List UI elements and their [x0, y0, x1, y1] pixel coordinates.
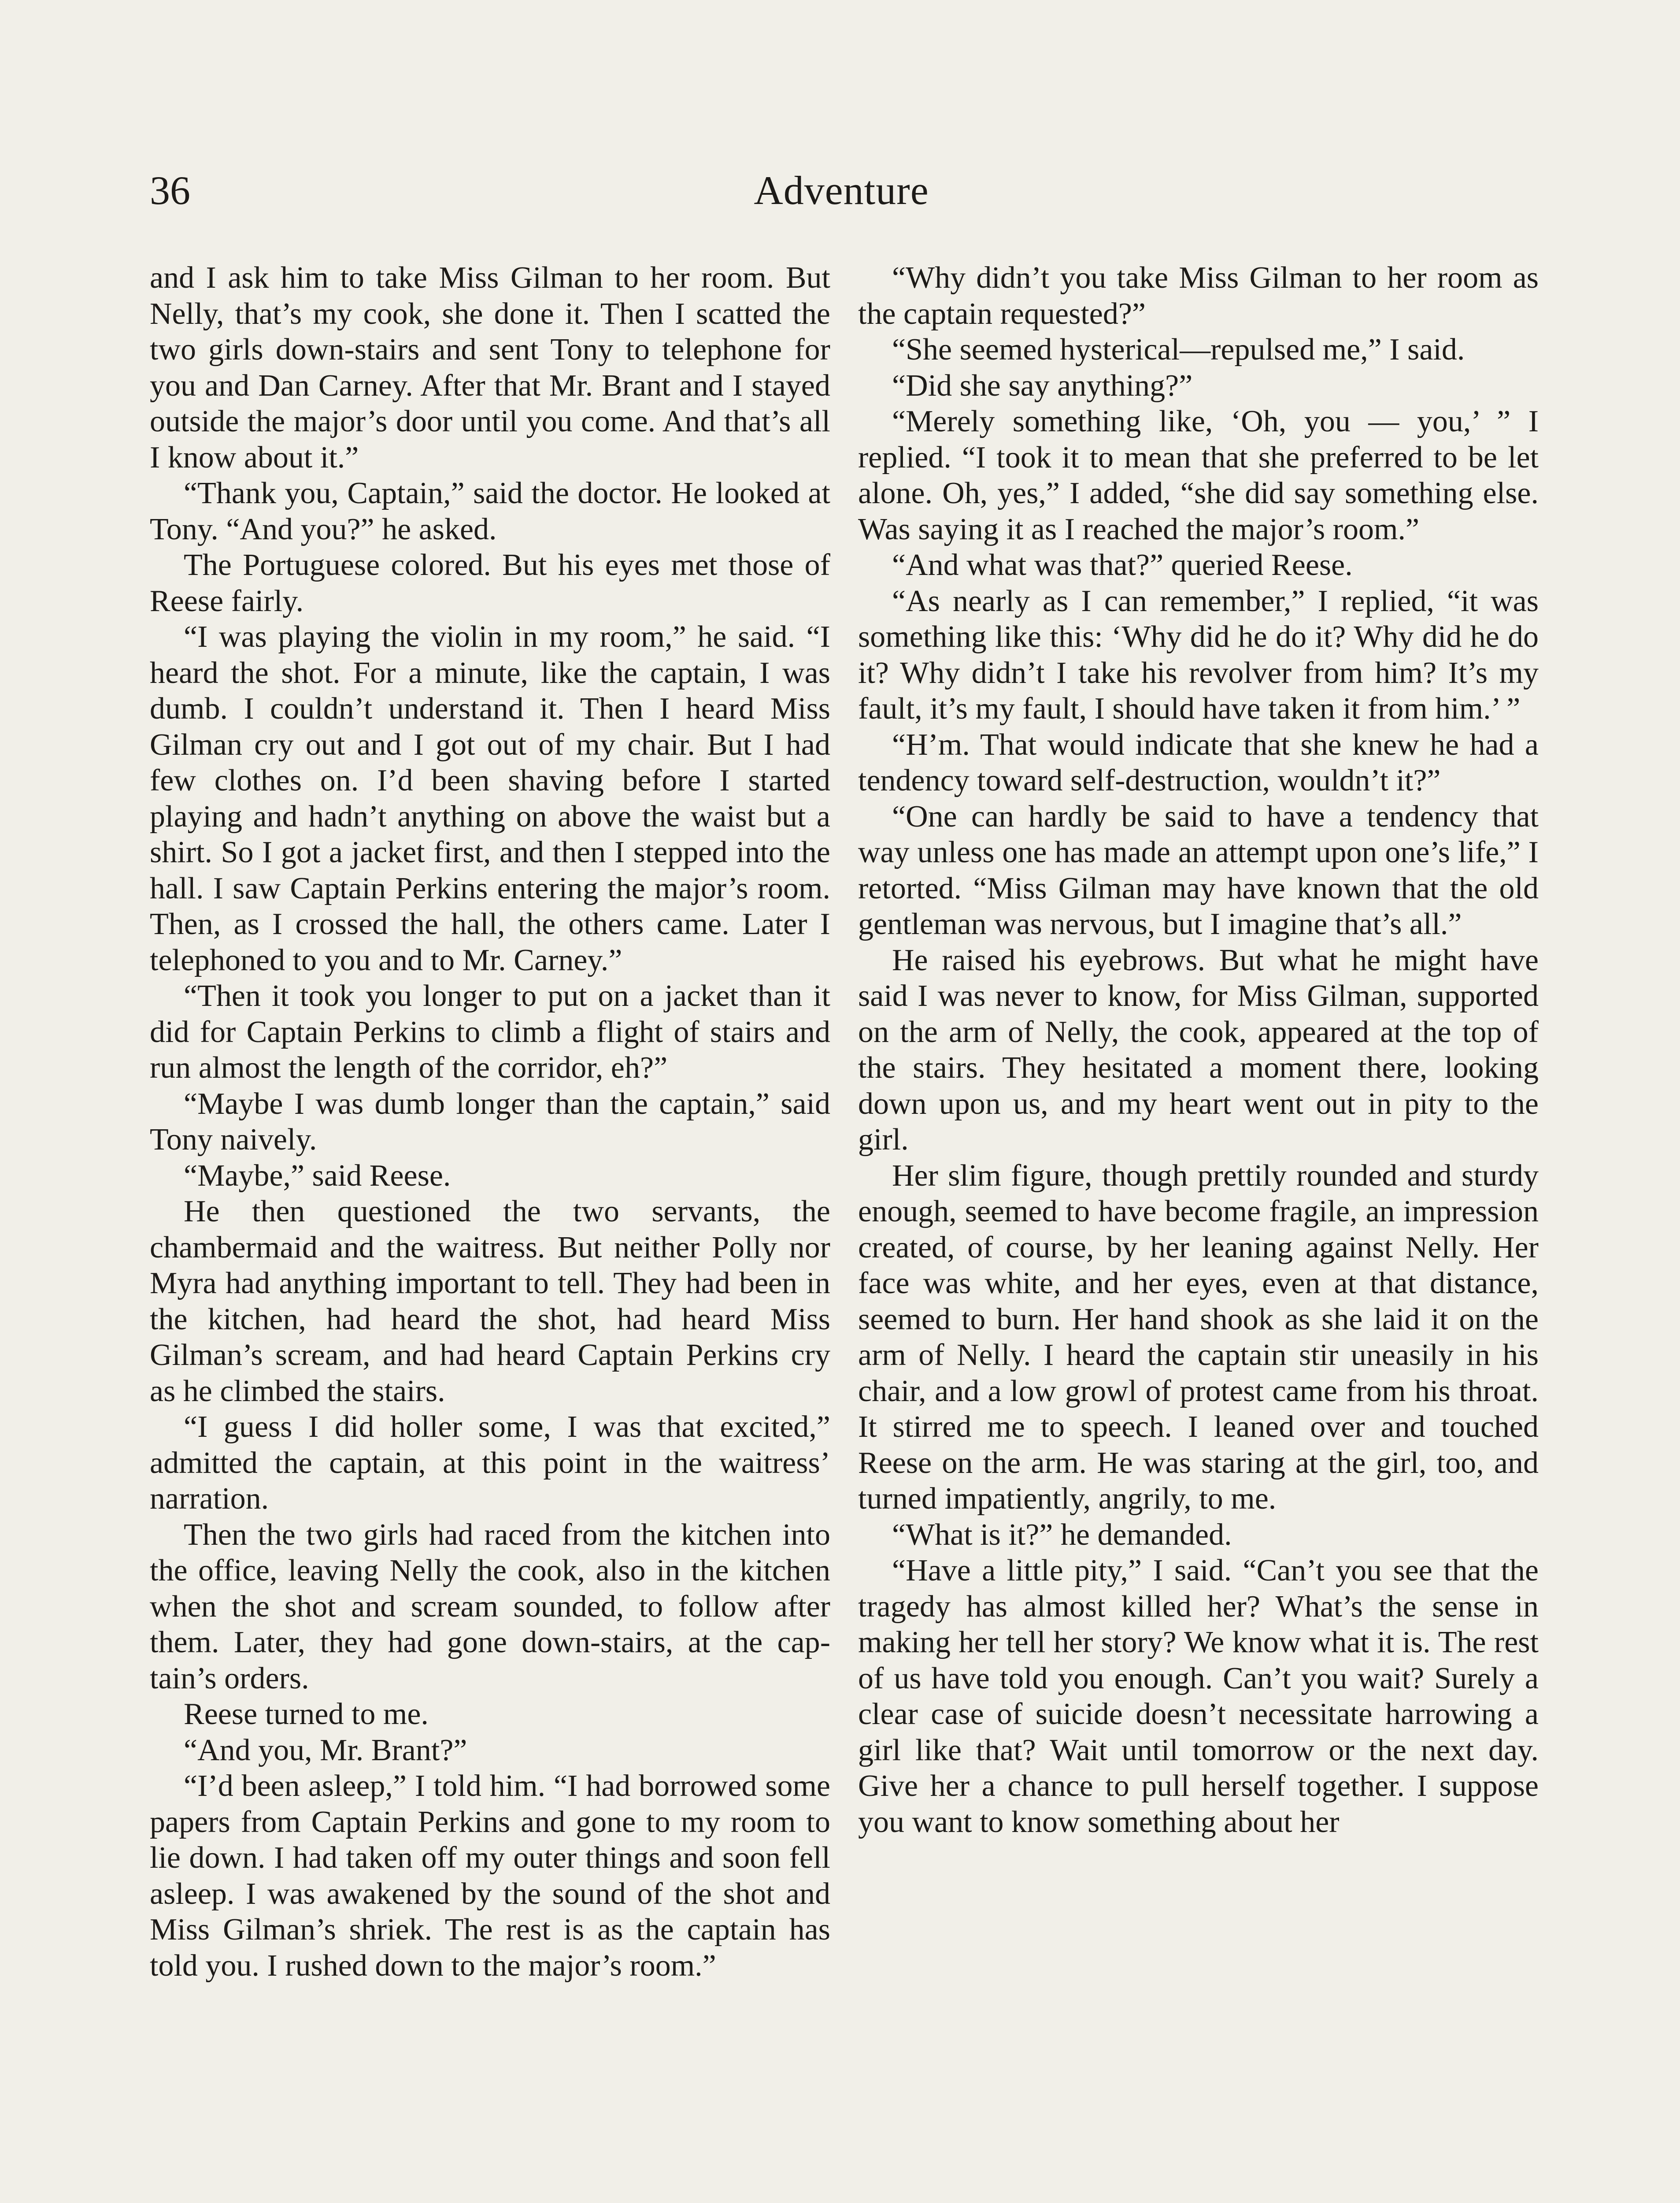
paragraph: “She seemed hysterical—repulsed me,” I said. [892, 333, 1465, 367]
paragraph: “Why didn’t you take Miss Gilman to her room as the captain requested?” [858, 261, 1539, 331]
paragraph: “Have a little pity,” I said. “Can’t you see that the tragedy has almost killed her? What’s the sense in making her tell her story? We know what it is. The rest of us have told you enough. Can’t you wait? Surely a clear case of suicide doesn’t necessitate harrowing a girl like that? Wait until tomorrow or the next day. Give her a chance to pull herself together. I suppose you want to know something about her [858, 1554, 1539, 1839]
paragraph: “And you, Mr. Brant?” [184, 1733, 467, 1767]
left-column [150, 260, 830, 1984]
paragraph: Her slim figure, though prettily rounded and sturdy enough, seemed to have become fragile, an impression created, of course, by her leaning against Nelly. Her face was white, and her eyes, even at that distance, seemed to burn. Her hand shook as she laid it on the arm of Nelly. I heard the captain stir uneasily in his chair, and a low growl of protest came from his throat. It stirred me to speech. I leaned over and touched Reese on the arm. He was staring at the girl, too, and turned impatiently, angrily, to me. [858, 1158, 1539, 1516]
paragraph: “Merely something like, ‘Oh, you — you,’ ” I replied. “I took it to mean that she preferred to be let alone. Oh, yes,” I added, “she did say something else. Was saying it as I reached the major’s room.” [858, 404, 1539, 546]
paragraph: “Maybe I was dumb longer than the captain,” said Tony naively. [150, 1087, 830, 1157]
paragraph: “What is it?” he demanded. [892, 1517, 1232, 1552]
paragraph: The Portuguese colored. But his eyes met those of Reese fairly. [150, 548, 830, 618]
paragraph: “And what was that?” queried Reese. [892, 548, 1353, 582]
paragraph: “One can hardly be said to have a tendency that way unless one has made an attempt upon one’s life,” I retorted. “Miss Gilman may have known that the old gentleman was nervous, but I imagine that’s all.” [858, 799, 1539, 941]
paragraph: “Did she say anything?” [892, 368, 1193, 403]
paragraph: “Then it took you longer to put on a jacket than it did for Captain Perkins to climb a flight of stairs and run almost the length of the corridor, eh?” [150, 979, 830, 1085]
paragraph: “As nearly as I can remember,” I replied, “it was something like this: ‘Why did he do it? Why did he do it? Why didn’t I take his revolver from him? It’s my fault, it’s my fault, I should have taken it from him.’ ” [858, 584, 1539, 726]
paragraph: and I ask him to take Miss Gilman to her room. But Nelly, that’s my cook, she done it. Then I scatted the two girls down-stairs and sent Tony to telephone for you and Dan Carney. After that Mr. Brant and I stayed outside the major’s door until you come. And that’s all I know about it.” [150, 261, 830, 475]
paragraph: He raised his eyebrows. But what he might have said I was never to know, for Miss Gilman, supported on the arm of Nelly, the cook, appeared at the top of the stairs. They hesitated a moment there, looking down upon us, and my heart went out in pity to the girl. [858, 943, 1539, 1157]
running-head: Adventure [754, 168, 929, 213]
page-header [150, 164, 1533, 234]
paragraph: “I guess I did holler some, I was that excited,” admitted the captain, at this point in the waitress’ narration. [150, 1410, 830, 1516]
paragraph: Then the two girls had raced from the kitchen into the office, leaving Nelly the cook, also in the kitchen when the shot and scream sounded, to follow after them. Later, they had gone down-stairs, at the captain’s orders. [150, 1517, 830, 1695]
paragraph: “I’d been asleep,” I told him. “I had borrowed some papers from Captain Perkins and gone to my room to lie down. I had taken off my outer things and soon fell asleep. I was awakened by the sound of the shot and Miss Gilman’s shriek. The rest is as the captain has told you. I rushed down to the major’s room.” [150, 1769, 830, 1983]
paragraph: “H’m. That would indicate that she knew he had a tendency toward self-destruction, wouldn’t it?” [858, 727, 1539, 797]
page-number: 36 [150, 168, 190, 213]
paragraph: Reese turned to me. [184, 1697, 429, 1731]
paragraph: “Thank you, Captain,” said the doctor. He looked at Tony. “And you?” he asked. [150, 476, 830, 546]
paragraph: He then questioned the two servants, the chambermaid and the waitress. But neither Polly nor Myra had anything important to tell. They had been in the kitchen, had heard the shot, had heard Miss Gilman’s scream, and had heard Captain Perkins cry as he climbed the stairs. [150, 1194, 830, 1408]
right-column [858, 260, 1539, 1840]
paragraph: “Maybe,” said Reese. [184, 1158, 451, 1193]
paragraph: “I was playing the violin in my room,” he said. “I heard the shot. For a minute, like the captain, I was dumb. I couldn’t understand it. Then I heard Miss Gilman cry out and I got out of my chair. But I had few clothes on. I’d been shaving before I started playing and hadn’t anything on above the waist but a shirt. So I got a jacket first, and then I stepped into the hall. I saw Captain Perkins entering the major’s room. Then, as I crossed the hall, the others came. Later I telephoned to you and to Mr. Carney.” [150, 620, 830, 977]
